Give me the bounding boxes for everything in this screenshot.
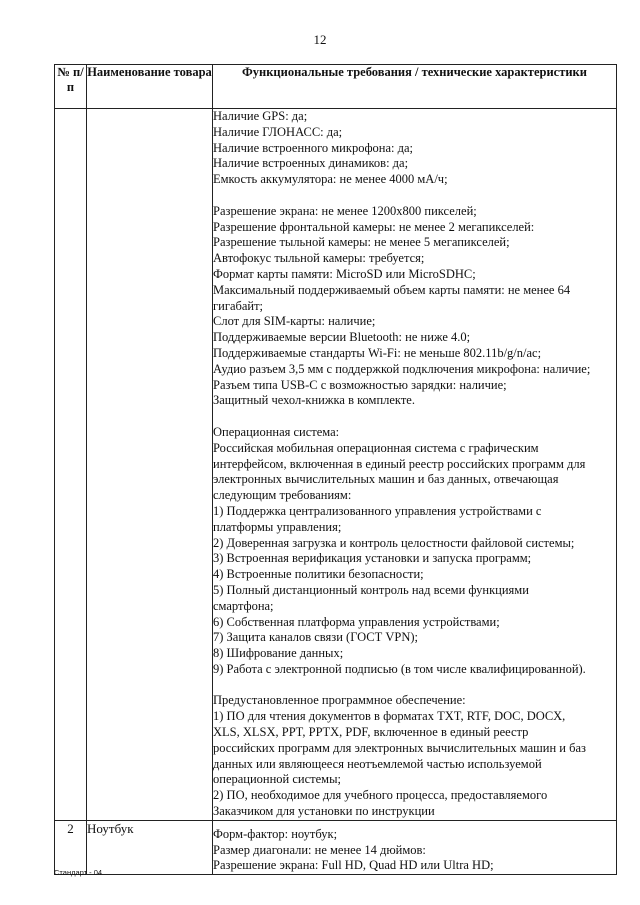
spec-line: Разъем типа USB-C с возможностью зарядки: наличие;: [213, 377, 507, 392]
row-num: [55, 109, 87, 821]
row-num: 2: [55, 820, 87, 874]
spec-lines: [213, 827, 616, 874]
spec-lines: [213, 109, 616, 820]
spec-line: гигабайт;: [213, 298, 264, 313]
spec-line: Автофокус тыльной камеры: требуется;: [213, 251, 425, 266]
spec-line: 8) Шифрование данных;: [213, 646, 344, 661]
spec-line: Поддерживаемые версии Bluetooth: не ниже 4.0;: [213, 330, 471, 345]
spec-gap: [213, 409, 616, 425]
spec-line: Российская мобильная операционная система с графическим: [213, 440, 539, 455]
spec-line: Заказчиком для установки по инструкции: [213, 804, 435, 819]
spec-line: XLS, XLSX, PPT, PPTX, PDF, включенное в единый реестр: [213, 725, 529, 740]
table-header-row: [55, 65, 617, 109]
page-number: 12: [313, 32, 327, 47]
spec-line: 1) Поддержка централизованного управления устройствами с: [213, 503, 542, 518]
spec-line: Аудио разъем 3,5 мм с поддержкой подключения микрофона: наличие;: [213, 361, 591, 376]
spec-line: 5) Полный дистанционный контроль над всеми функциями: [213, 582, 529, 597]
spec-line: следующим требованиям:: [213, 488, 352, 503]
spec-line: Наличие ГЛОНАСС: да;: [213, 124, 343, 139]
spec-line: Наличие GPS: да;: [213, 109, 308, 123]
spec-line: электронных вычислительных машин и баз данных, отвечающая: [213, 472, 559, 487]
spec-table: [54, 64, 617, 875]
spec-line: Разрешение тыльной камеры: не менее 5 мегапикселей;: [213, 235, 510, 250]
spec-line: 3) Встроенная верификация установки и запуска программ;: [213, 551, 532, 566]
spec-line: Наличие встроенного микрофона: да;: [213, 140, 414, 155]
table-row: [55, 109, 617, 821]
spec-line: Размер диагонали: не менее 14 дюймов:: [213, 842, 426, 857]
row-spec: [213, 109, 617, 821]
spec-line: Защитный чехол-книжка в комплекте.: [213, 393, 415, 408]
spec-line: платформы управления;: [213, 519, 342, 534]
spec-line: Разрешение экрана: не менее 1200х800 пикселей;: [213, 203, 477, 218]
spec-line: российских программ для электронных вычислительных машин и баз: [213, 740, 586, 755]
spec-line: 2) Доверенная загрузка и контроль целостности файловой системы;: [213, 535, 575, 550]
spec-line: Слот для SIM-карты: наличие;: [213, 314, 376, 329]
spec-line: данных или являющееся неотъемлемой частью используемой: [213, 756, 542, 771]
row-name: Ноутбук: [87, 820, 213, 874]
spec-line: Формат карты памяти: MicroSD или MicroSDHC;: [213, 266, 476, 281]
header-spec: Функциональные требования / технические характеристики: [213, 65, 617, 109]
header-num: № п/п: [55, 65, 87, 109]
spec-line: Поддерживаемые стандарты Wi-Fi: не меньше 802.11b/g/n/ac;: [213, 345, 542, 360]
spec-line: Максимальный поддерживаемый объем карты памяти: не менее 64: [213, 282, 571, 297]
spec-line: 7) Защита каналов связи (ГОСТ VPN);: [213, 630, 419, 645]
spec-line: 1) ПО для чтения документов в форматах TXT, RTF, DOC, DOCX,: [213, 709, 566, 724]
spec-line: 4) Встроенные политики безопасности;: [213, 567, 424, 582]
spec-line: смартфона;: [213, 598, 274, 613]
spec-line: Наличие встроенных динамиков: да;: [213, 156, 409, 171]
spec-line: 2) ПО, необходимое для учебного процесса, предоставляемого: [213, 788, 548, 803]
table-row: [55, 820, 617, 874]
header-name: Наименование товара: [87, 65, 213, 109]
spec-line: 9) Работа с электронной подписью (в том числе квалифицированной).: [213, 661, 586, 676]
spec-line: 6) Собственная платформа управления устройствами;: [213, 614, 500, 629]
spec-gap: [213, 188, 616, 204]
spec-line: Разрешение экрана: Full HD, Quad HD или Ultra HD;: [213, 858, 494, 873]
row-spec: [213, 820, 617, 874]
row-name: [87, 109, 213, 821]
spec-line: Форм-фактор: ноутбук;: [213, 826, 338, 841]
spec-line: интерфейсом, включенная в единый реестр российских программ для: [213, 456, 586, 471]
spec-line: операционной системы;: [213, 772, 341, 787]
spec-line: Емкость аккумулятора: не менее 4000 мА/ч;: [213, 172, 448, 187]
spec-line: Разрешение фронтальной камеры: не менее 2 мегапикселей:: [213, 219, 535, 234]
spec-line: Предустановленное программное обеспечение:: [213, 693, 466, 708]
spec-gap: [213, 678, 616, 694]
footer-text: Стандарт - 04: [54, 868, 103, 877]
spec-line: Операционная система:: [213, 424, 340, 439]
